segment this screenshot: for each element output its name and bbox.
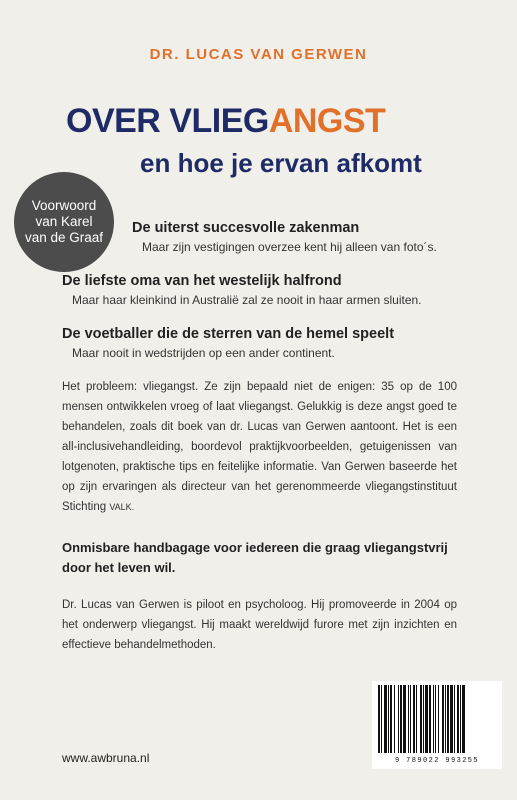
author-name: DR. LUCAS VAN GERWEN <box>149 46 368 63</box>
barcode-bar <box>410 685 411 753</box>
title-part-1: OVER VLIEG <box>66 102 269 140</box>
barcode-bar <box>438 685 439 753</box>
publisher-website[interactable]: www.awbruna.nl <box>62 751 150 765</box>
description-valk: VALK. <box>109 502 135 512</box>
teaser-heading: De voetballer die de sterren van de hemel speelt <box>62 326 395 342</box>
barcode-bar <box>403 685 406 753</box>
barcode-bar <box>445 685 446 753</box>
badge-line-1: Voorwoord <box>31 198 97 213</box>
barcode-bar <box>390 685 392 753</box>
isbn-number: 9 789022 993255 <box>394 757 479 765</box>
badge-line-3: van de Graaf <box>24 230 104 245</box>
barcode-bar <box>425 685 428 753</box>
barcode-bar <box>408 685 409 753</box>
barcode-bar <box>429 685 431 753</box>
barcode-bar <box>435 685 436 753</box>
barcode-bar <box>388 685 389 753</box>
barcode-bar <box>416 685 417 753</box>
tagline: Onmisbare handbagage voor iedereen die graag vliegangstvrij door het leven wil. <box>62 540 448 575</box>
barcode-bar <box>460 685 461 753</box>
barcode-bar <box>433 685 434 753</box>
barcode-bar <box>394 685 395 753</box>
teaser-text: Maar nooit in wedstrijden op een ander continent. <box>72 346 335 360</box>
book-title <box>66 102 385 141</box>
barcode-bar <box>381 685 382 753</box>
barcode-bar <box>423 685 424 753</box>
barcode-bar <box>420 685 422 753</box>
teaser-text: Maar zijn vestigingen overzee kent hij alleen van foto´s. <box>142 240 437 254</box>
teaser-heading: De liefste oma van het westelijk halfrond <box>62 273 342 289</box>
barcode-bar <box>462 685 465 753</box>
book-subtitle: en hoe je ervan afkomt <box>140 148 422 178</box>
barcode-bar <box>413 685 415 753</box>
badge-line-2: van Karel <box>35 214 93 229</box>
barcode-bar <box>384 685 387 753</box>
barcode <box>372 681 502 769</box>
description-paragraph <box>62 377 457 517</box>
teaser-3 <box>62 326 394 360</box>
teaser-text: Maar haar kleinkind in Australië zal ze nooit in haar armen sluiten. <box>72 293 422 307</box>
barcode-bar <box>400 685 402 753</box>
barcode-bar <box>398 685 399 753</box>
barcode-bar <box>442 685 444 753</box>
barcode-bar <box>447 685 449 753</box>
teaser-heading: De uiterst succesvolle zakenman <box>132 220 360 236</box>
foreword-badge <box>14 172 114 272</box>
barcode-bar <box>450 685 453 753</box>
barcode-bar <box>378 685 380 753</box>
description-text: Het probleem: vliegangst. Ze zijn bepaald niet de enigen: 35 op de 100 mensen ontwikkelen vroeg of laat vliegangst. Gelukkig is deze angst goed te behandelen, zoals dit boek van dr. Lucas van Gerwen aantoont. Het is een all-inclusivehandleiding, boordevol praktijkvoorbeelden, getuigenissen van lotgenoten, praktische tips en feitelijke informatie. Van Gerwen baseerde het op zijn ervaringen als directeur van het gerenommeerde vliegangstinstituut Stichting <box>62 381 457 513</box>
barcode-bars <box>372 681 502 757</box>
title-part-2: ANGST <box>268 102 386 140</box>
teaser-1 <box>132 220 437 254</box>
barcode-bar <box>457 685 459 753</box>
teaser-2 <box>62 273 422 307</box>
barcode-bar <box>454 685 455 753</box>
author-bio: Dr. Lucas van Gerwen is piloot en psycholoog. Hij promoveerde in 2004 op het onderwerp vliegangst. Hij maakt wereldwijd furore met zijn inzichten en effectieve behandelmethoden. <box>62 599 457 651</box>
